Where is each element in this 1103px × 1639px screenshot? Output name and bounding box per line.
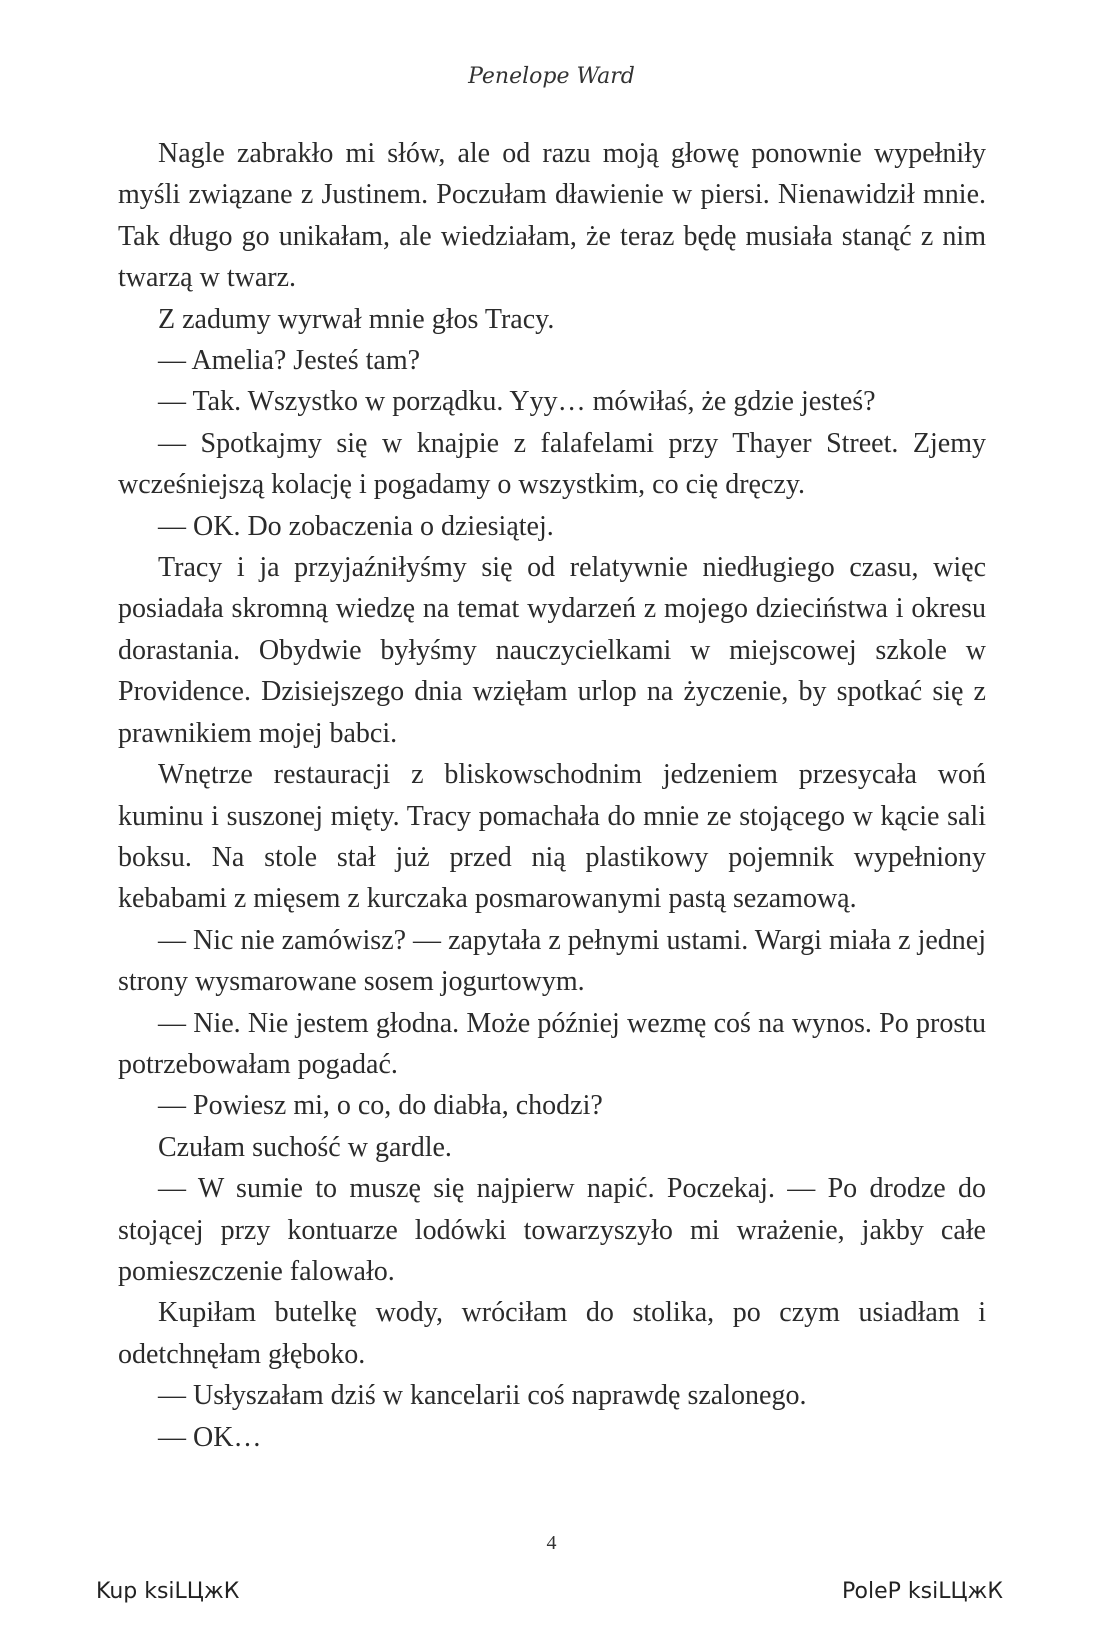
buy-book-link[interactable]: Kup ksiLЦжК: [96, 1579, 240, 1604]
paragraph: Kupiłam butelkę wody, wróciłam do stolika, po czym usiadłam i odetchnęłam głęboko.: [118, 1297, 986, 1370]
paragraph: Tracy i ja przyjaźniłyśmy się od relatywnie niedługiego czasu, więc posiadała skromną wiedzę na temat wydarzeń z mojego dzieciństwa i okresu dorastania. Obydwie byłyśmy nauczycielkami w miejscowej szkole w Providence. Dzisiejszego dnia wzięłam urlop na życzenie, by spotkać się z prawnikiem mojej babci.: [118, 552, 986, 749]
paragraph: Czułam suchość w gardle.: [158, 1131, 452, 1163]
book-text-body: [118, 133, 986, 1458]
paragraph: — Tak. Wszystko w porządku. Yyy… mówiłaś, że gdzie jesteś?: [158, 386, 876, 418]
paragraph: — OK…: [158, 1421, 262, 1453]
paragraph: — W sumie to muszę się najpierw napić. Poczekaj. — Po drodze do stojącej przy kontuarze lodówki towarzyszyło mi wrażenie, jakby całe pomieszczenie falowało.: [118, 1173, 986, 1287]
paragraph: — Usłyszałam dziś w kancelarii coś naprawdę szalonego.: [158, 1380, 807, 1412]
paragraph: — Spotkajmy się w knajpie z falafelami przy Thayer Street. Zjemy wcześniejszą kolację i pogadamy o wszystkim, co cię dręczy.: [118, 427, 986, 501]
paragraph: Z zadumy wyrwał mnie głos Tracy.: [158, 303, 555, 335]
running-head-author: Penelope Ward: [468, 64, 635, 89]
paragraph: — Amelia? Jesteś tam?: [158, 345, 421, 377]
paragraph: — OK. Do zobaczenia o dziesiątej.: [158, 510, 554, 542]
recommend-book-link[interactable]: PoleP ksiLЦжК: [842, 1579, 1003, 1604]
paragraph: — Powiesz mi, o co, do diabła, chodzi?: [158, 1090, 603, 1122]
paragraph: — Nie. Nie jestem głodna. Może później wezmę coś na wynos. Po prostu potrzebowałam pogadać.: [118, 1007, 986, 1080]
paragraph: — Nic nie zamówisz? — zapytała z pełnymi ustami. Wargi miała z jednej strony wysmarowane sosem jogurtowym.: [118, 924, 986, 998]
page-number: 4: [546, 1532, 557, 1554]
paragraph: Wnętrze restauracji z bliskowschodnim jedzeniem przesycała woń kuminu i suszonej mięty. Tracy pomachała do mnie ze stojącego w kącie sali boksu. Na stole stał już przed nią plastikowy pojemnik wypełniony kebabami z mięsem z kurczaka posmarowanymi pastą sezamową.: [118, 759, 986, 915]
paragraph: Nagle zabrakło mi słów, ale od razu moją głowę ponownie wypełniły myśli związane z Justinem. Poczułam dławienie w piersi. Nienawidził mnie. Tak długo go unikałam, ale wiedziałam, że teraz będę musiała stanąć z nim twarzą w twarz.: [118, 138, 986, 294]
